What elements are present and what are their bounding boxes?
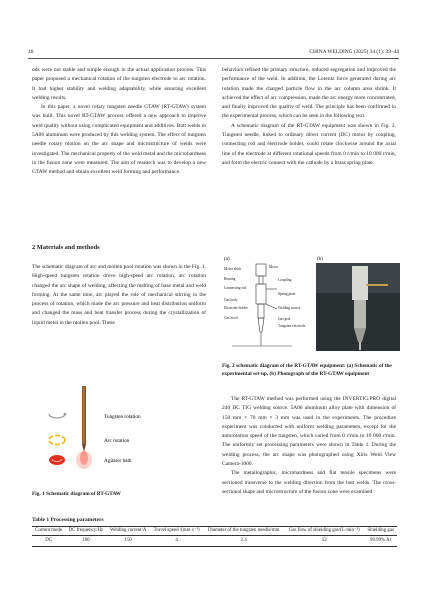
label-arc-rotation: Arc rotation	[104, 438, 130, 444]
fig1-diagram	[30, 382, 200, 482]
agitator-bath-marker	[49, 455, 65, 465]
left-paragraph-1: ods were not stable and simple enough in the actual application process. This paper proposed a mechanical rotation of the tungsten electrode to arc rotation. It had higher stability and welding adaptability, while ensuring excellent welding results.	[32, 67, 206, 101]
setup-schematic	[232, 264, 292, 346]
th-tungsten-diameter: Diameter of the tungsten needle/mm	[203, 527, 284, 536]
cell-welding-current: 150	[107, 536, 150, 547]
label-spring-plate: Spring plate	[278, 292, 296, 296]
label-tungsten-electrode: Tungsten electrode	[278, 324, 306, 328]
th-gas-flow: Gas flow of shielding gas/(L·min⁻¹)	[284, 527, 364, 536]
th-current-mode: Current mode	[32, 527, 65, 536]
arc-glow	[76, 451, 92, 469]
right-column-lower	[222, 395, 396, 497]
label-electrode-holder: Electrode holder	[224, 306, 248, 310]
left-column	[32, 66, 206, 178]
table1-title: Table 1 Processing parameters	[32, 517, 104, 523]
th-welding-current: Welding current/A	[107, 527, 150, 536]
equipment-photo	[316, 263, 400, 351]
right-column	[222, 66, 396, 168]
tungsten-needle	[82, 386, 86, 452]
label-connecting-rod: Connecting rod	[224, 286, 247, 290]
label-agitator-bath: Agitator bath	[104, 458, 132, 464]
th-travel-speed: Travel speed /(mm·s⁻¹)	[150, 527, 204, 536]
left-paragraph-3: The schematic diagram of arc and molten pool rotation was shown in the Fig. 1. High-speed tungsten rotation drove high-speed arc rotation, arc rotation changed the arc shape of welding, affecting the melting of base metal and weld forming. At the same time, arc played the role of mechanical stirring in the process of rotation, which made the arc pressure and heat distribution uniform and changed the mass and heat transfer process during the crystallization of liquid metal in the molten pool. These	[32, 264, 206, 326]
label-gas-body: Gas body	[224, 298, 238, 302]
cell-shielding-gas: 99.99% Ar	[364, 536, 397, 547]
tungsten-rotation-arrow	[49, 412, 67, 418]
left-column-section	[32, 263, 206, 328]
right-paragraph-2: A schematic diagram of the RT-GTAW equipment was shown in Fig. 2. Tungsten needle, linked to ordinary direct current (DC) motor by coupling, connecting rod and electrode holder, could rotate clockwise around the axial line of the electrode at different rotational speeds from 0 r/min to 10 000 r/min, and form the electric connect with the cathode by a brass spring plate.	[222, 122, 396, 166]
journal-reference: CHINA WELDING (2025) 34 (1): 39–44	[309, 49, 399, 55]
cell-current-mode: DC	[32, 536, 65, 547]
cell-travel-speed: 4	[150, 536, 204, 547]
label-coupling: Coupling	[278, 278, 292, 282]
right-paragraph-4: The metallographic, microhardness and flat tensile specimens were sectioned transverse to the welding direction from the butt welds. The cross-sectional shape and microstructure of the fusion zone were examined	[222, 470, 396, 495]
label-welding-source: Welding source	[278, 306, 301, 310]
cell-gas-flow: 12	[284, 536, 364, 547]
fig2-caption: Fig. 2 schematic diagram of the RT-GTAW equipment: (a) Schematic of the experimental set-up, (b) Photograph of the RT-GTAW equipment	[222, 363, 392, 378]
processing-parameters-table	[32, 526, 397, 547]
label-motor: Motor	[269, 265, 278, 269]
table-row	[32, 536, 397, 547]
page-number: 40	[28, 49, 34, 55]
label-tungsten-rotation: Tungsten rotation	[104, 414, 141, 420]
label-gas-grid: Gas grid	[278, 317, 291, 321]
th-shielding-gas: Shielding gas	[364, 527, 397, 536]
arc-rotation-marker	[49, 436, 65, 445]
section-heading: 2 Materials and methods	[32, 244, 100, 251]
cell-dc-frequency: 180	[65, 536, 106, 547]
left-paragraph-2: In this paper, a novel rotary tungsten needle GTAW (RT-GTAW) system was built. This novel RT-GTAW process offered a new approach to improve weld quality without using complicated equipment and additives. Butt welds in 5A06 aluminum were produced by this welding system. The effect of tungsten needle rotary motion on the arc shape and microstructure of welds were investigated. The mechanical property of the weld metal and the microhardness in the fusion zone were measured. The aim of research was to develop a new GTAW method and obtain excellent weld forming and performance.	[32, 104, 206, 176]
fig2-panel-a-label: (a)	[224, 257, 230, 262]
label-bearing: Bearing	[224, 277, 236, 281]
fig2-diagram	[222, 254, 402, 359]
header-rule	[28, 58, 399, 59]
right-paragraph-1: behaviors refined the primary structure, reduced segregation and improved the performance of the weld. In addition, the Lorentz force generated during arc rotation made the charged particle flow in the arc column area shrink. It achieved the effect of arc compression, made the arc energy more concentrated, and finally improved the quality of weld. The principle has been confirmed in the experimental process, which can be seen in the following text.	[222, 67, 396, 120]
fig2-panel-b-label: (b)	[317, 257, 323, 262]
label-gas-hood: Gas hood	[224, 316, 238, 320]
right-paragraph-3: The RT-GTAW method was performed using the INVERTIG.PRO digital 240 DC TIG welding source. 5A06 aluminum alloy plate with dimension of 150 mm × 70 mm × 3 mm was used in the experiments. The procedure experiment was conducted with uniform welding parameters, except for the autorotation speed of the tungsten, which varied from 0 r/min to 10 000 r/min. The uniformly set processing parameters were shown in Table 1. During the welding process, the arc shape was photographed using Xiris Weld View Camera-1000.	[222, 396, 396, 468]
cell-tungsten-diameter: 2.4	[203, 536, 284, 547]
fig1-caption: Fig. 1 Schematic diagram of RT-GTAW	[32, 491, 121, 497]
label-motor-shaft: Motor shaft	[224, 267, 241, 271]
th-dc-frequency: DC frequency/Hz	[65, 527, 106, 536]
table-header-row	[32, 527, 397, 536]
